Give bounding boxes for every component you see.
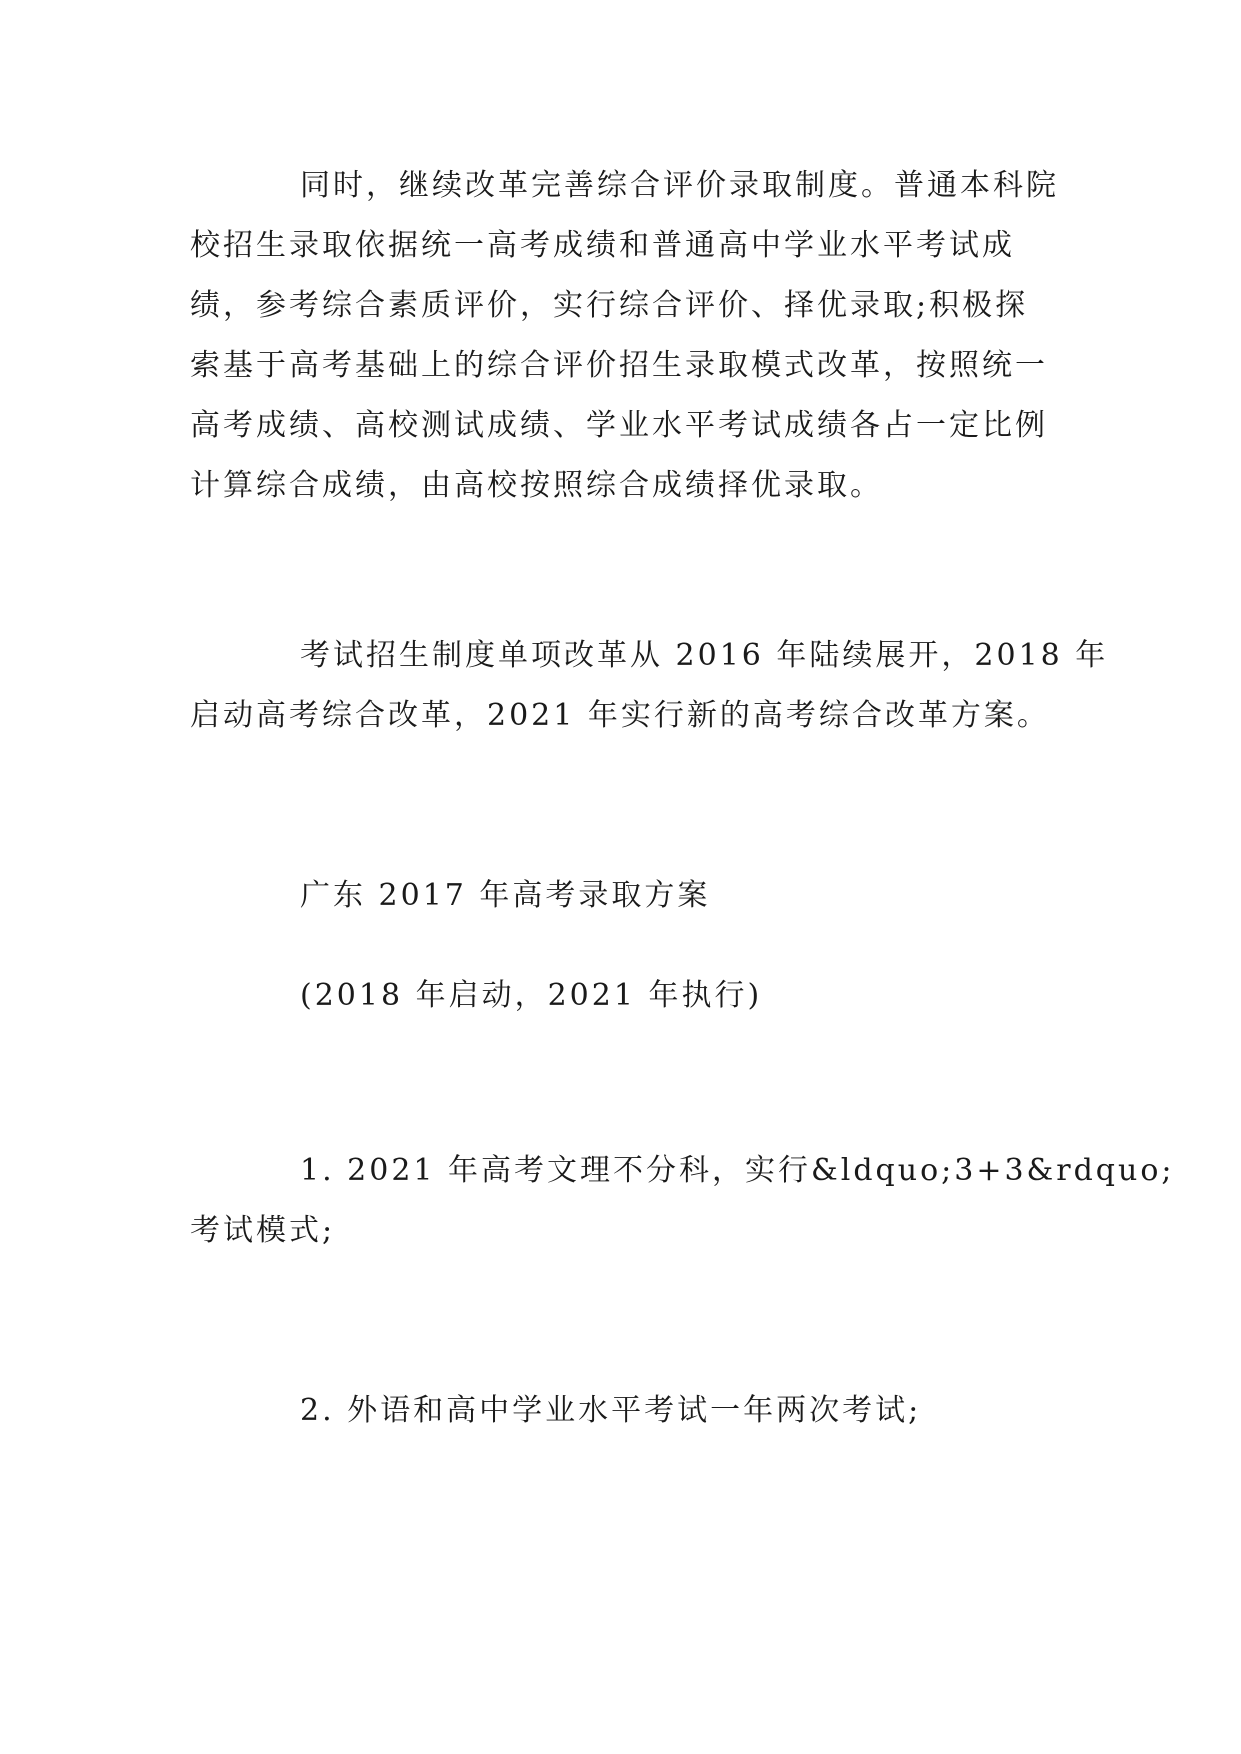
- paragraph-line: 索基于高考基础上的综合评价招生录取模式改革，按照统一: [190, 348, 1048, 383]
- heading-line: 广东 2017 年高考录取方案: [300, 878, 711, 913]
- list-item-line: 考试模式;: [190, 1213, 336, 1248]
- paragraph-line: 绩，参考综合素质评价，实行综合评价、择优录取;积极探: [190, 288, 1029, 323]
- paragraph-line: 校招生录取依据统一高考成绩和普通高中学业水平考试成: [190, 228, 1015, 263]
- paragraph-comprehensive-evaluation: [190, 156, 1060, 516]
- section-heading: [190, 866, 1060, 926]
- list-item-1: [190, 1141, 1175, 1261]
- paragraph-line: 计算综合成绩，由高校按照综合成绩择优录取。: [190, 468, 883, 503]
- paragraph-reform-timeline: [190, 626, 1109, 746]
- section-subheading: [190, 966, 1060, 1026]
- list-item-2: [190, 1381, 1060, 1441]
- subheading-line: (2018 年启动，2021 年执行): [300, 978, 763, 1013]
- paragraph-line: 启动高考综合改革，2021 年实行新的高考综合改革方案。: [190, 698, 1050, 733]
- paragraph-line: 同时，继续改革完善综合评价录取制度。普通本科院: [300, 168, 1059, 203]
- paragraph-line: 考试招生制度单项改革从 2016 年陆续展开，2018 年: [300, 638, 1109, 673]
- list-item-line: 2. 外语和高中学业水平考试一年两次考试;: [300, 1393, 922, 1428]
- paragraph-line: 高考成绩、高校测试成绩、学业水平考试成绩各占一定比例: [190, 408, 1048, 443]
- list-item-line: 1. 2021 年高考文理不分科，实行&ldquo;3+3&rdquo;: [300, 1153, 1175, 1188]
